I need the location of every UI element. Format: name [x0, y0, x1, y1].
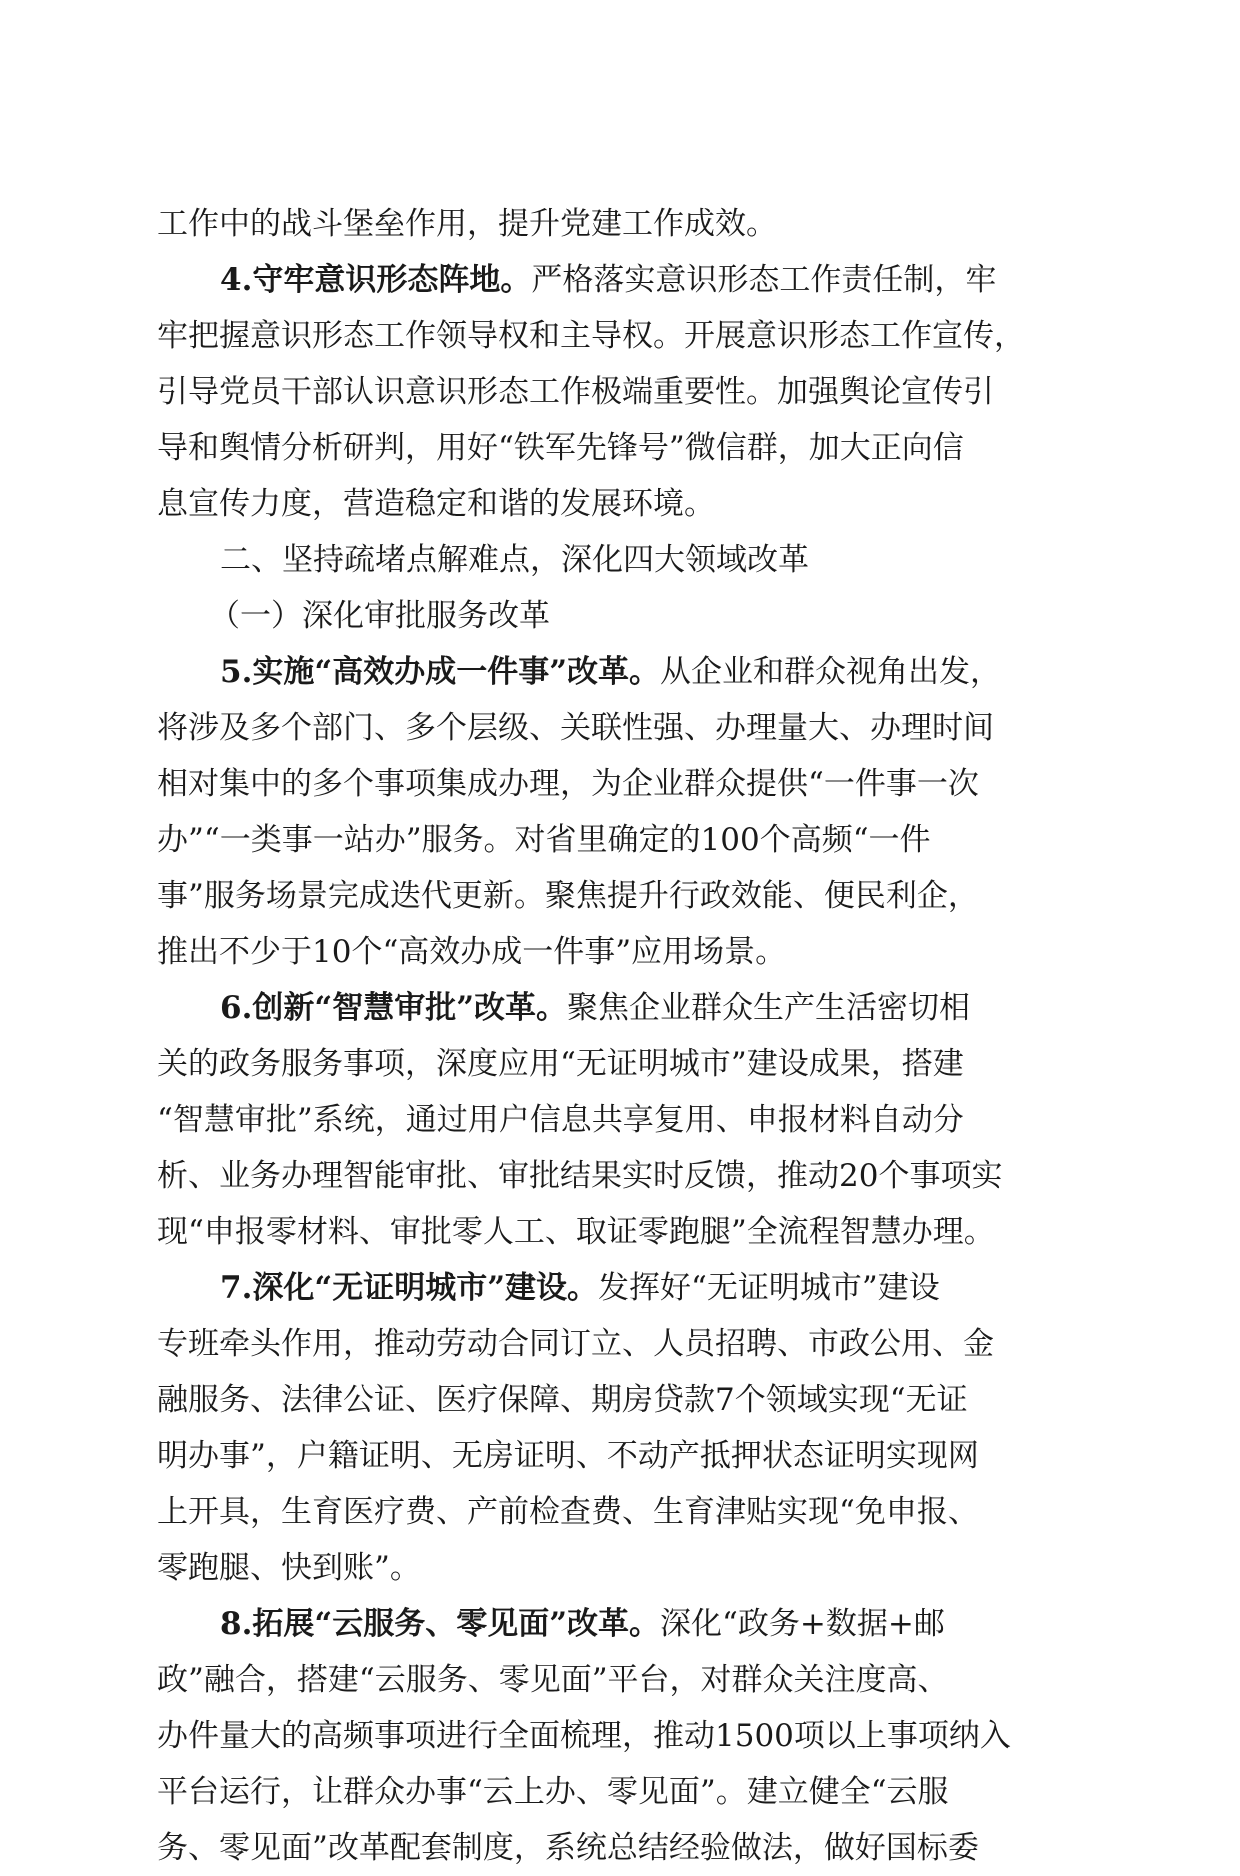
line-text: 上开具，生育医疗费、产前检查费、生育津贴实现“免申报、 [157, 1494, 979, 1530]
item-title: 4.守牢意识形态阵地。 [220, 262, 532, 298]
text-line [157, 1652, 1077, 1708]
line-text: 融服务、法律公证、医疗保障、期房贷款7个领域实现“无证 [157, 1382, 968, 1418]
document-body [157, 196, 1077, 1876]
line-text: 引导党员干部认识意识形态工作极端重要性。加强舆论宣传引 [157, 374, 994, 410]
item-title: 5.实施“高效办成一件事”改革。 [220, 654, 661, 690]
text-line [157, 1204, 1077, 1260]
line-text: 政”融合，搭建“云服务、零见面”平台，对群众关注度高、 [157, 1662, 949, 1698]
text-line [157, 756, 1077, 812]
section-item-7 [157, 1260, 1077, 1316]
section-item-4 [157, 252, 1077, 308]
line-text: 析、业务办理智能审批、审批结果实时反馈，推动20个事项实 [157, 1158, 1003, 1194]
item-title: 8.拓展“云服务、零见面”改革。 [220, 1606, 661, 1642]
text-line [157, 1820, 1077, 1876]
line-text: 务、零见面”改革配套制度，系统总结经验做法，做好国标委 [157, 1830, 979, 1866]
line-text: 从企业和群众视角出发， [660, 654, 1002, 690]
item-title: 6.创新“智慧审批”改革。 [220, 990, 568, 1026]
text-line [157, 868, 1077, 924]
line-text: 办”“一类事一站办”服务。对省里确定的100个高频“一件 [157, 822, 931, 858]
item-title: 7.深化“无证明城市”建设。 [220, 1270, 599, 1306]
line-text: 事”服务场景完成迭代更新。聚焦提升行政效能、便民利企， [157, 878, 979, 914]
line-text: 工作中的战斗堡垒作用，提升党建工作成效。 [157, 206, 777, 242]
text-line [157, 1540, 1077, 1596]
line-text: 推出不少于10个“高效办成一件事”应用场景。 [157, 934, 787, 970]
section-item-6 [157, 980, 1077, 1036]
text-line [157, 476, 1077, 532]
line-text: 聚焦企业群众生产生活密切相 [567, 990, 971, 1026]
line-text: 导和舆情分析研判，用好“铁军先锋号”微信群，加大正向信 [157, 430, 964, 466]
text-line [157, 924, 1077, 980]
line-text: “智慧审批”系统，通过用户信息共享复用、申报材料自动分 [157, 1102, 964, 1138]
text-line [157, 1428, 1077, 1484]
text-line [157, 1484, 1077, 1540]
text-line [157, 1708, 1077, 1764]
line-text: 牢把握意识形态工作领导权和主导权。开展意识形态工作宣传， [157, 318, 1025, 354]
text-line [157, 1148, 1077, 1204]
line-text: 关的政务服务事项，深度应用“无证明城市”建设成果，搭建 [157, 1046, 964, 1082]
line-text: 息宣传力度，营造稳定和谐的发展环境。 [157, 486, 715, 522]
section-heading [157, 532, 1077, 588]
section-item-5 [157, 644, 1077, 700]
line-text: 平台运行，让群众办事“云上办、零见面”。建立健全“云服 [157, 1774, 949, 1810]
line-text: 深化“政务+数据+邮 [660, 1606, 945, 1642]
line-text: 办件量大的高频事项进行全面梳理，推动1500项以上事项纳入 [157, 1718, 1011, 1754]
section-item-8 [157, 1596, 1077, 1652]
text-line [157, 1316, 1077, 1372]
text-line [157, 308, 1077, 364]
line-text: 明办事”，户籍证明、无房证明、不动产抵押状态证明实现网 [157, 1438, 979, 1474]
text-line [157, 1036, 1077, 1092]
text-line [157, 1092, 1077, 1148]
line-text: 将涉及多个部门、多个层级、关联性强、办理量大、办理时间 [157, 710, 994, 746]
text-line [157, 812, 1077, 868]
line-text: 严格落实意识形态工作责任制，牢 [531, 262, 997, 298]
line-text: 零跑腿、快到账”。 [157, 1550, 421, 1586]
line-text: 专班牵头作用，推动劳动合同订立、人员招聘、市政公用、金 [157, 1326, 994, 1362]
line-text: 相对集中的多个事项集成办理，为企业群众提供“一件事一次 [157, 766, 979, 802]
subsection-heading [157, 588, 1077, 644]
text-line [157, 364, 1077, 420]
text-line [157, 196, 1077, 252]
heading-text: 二、坚持疏堵点解难点，深化四大领域改革 [220, 542, 809, 578]
subheading-text: （一）深化审批服务改革 [209, 598, 550, 634]
text-line [157, 420, 1077, 476]
text-line [157, 700, 1077, 756]
line-text: 发挥好“无证明城市”建设 [598, 1270, 940, 1306]
line-text: 现“申报零材料、审批零人工、取证零跑腿”全流程智慧办理。 [157, 1214, 995, 1250]
text-line [157, 1372, 1077, 1428]
text-line [157, 1764, 1077, 1820]
